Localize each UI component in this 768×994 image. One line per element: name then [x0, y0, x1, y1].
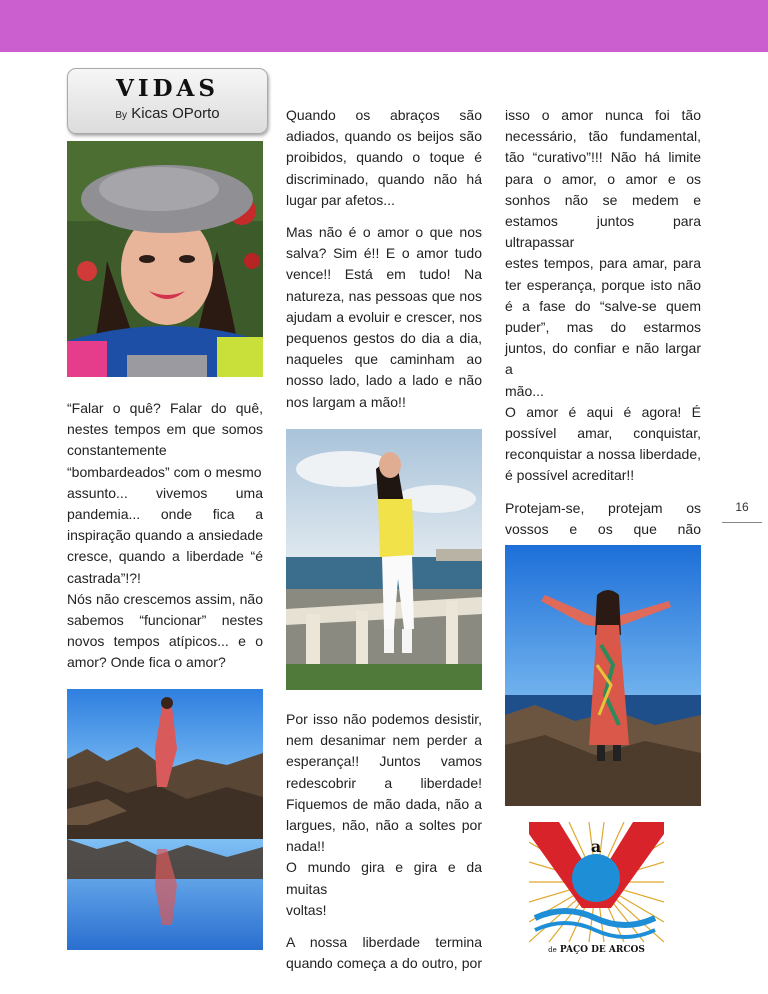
text-line: pandemia... onde fica a: [67, 506, 263, 523]
text-line: mão...: [505, 382, 544, 399]
text-line: nosso lado, lado a lado e não: [286, 372, 482, 389]
text-line: A nossa liberdade termina: [286, 934, 482, 951]
text-line: nestes tempos em que somos: [67, 421, 263, 438]
text-line: nada!!: [286, 838, 325, 855]
top-banner: [0, 0, 768, 52]
author-name: Kicas OPorto: [131, 105, 220, 122]
text-line: necessário, tão fundamental,: [505, 128, 701, 145]
logo-graphic: [529, 822, 664, 946]
text-line: redescobrir a liberdade!: [286, 774, 482, 791]
text-line: Fiquemos de mão dada, não a: [286, 795, 482, 812]
portrait-photo: [67, 141, 263, 377]
text-line: constantemente: [67, 442, 167, 459]
text-line: puder”, mas do estarmos: [505, 319, 701, 336]
text-line: “bombardeados” com o mesmo: [67, 463, 262, 480]
column-1-text: [67, 398, 263, 674]
section-title: VIDAS: [115, 75, 219, 102]
paco-de-arcos-logo: [529, 822, 664, 959]
text-line: isso o amor nunca foi tão: [505, 107, 701, 123]
text-line: O mundo gira e gira e da muitas: [286, 859, 482, 897]
text-line: vossos e os que não: [505, 520, 701, 537]
column-2-text-top: [286, 105, 482, 413]
text-line: Quando os abraços são: [286, 107, 482, 123]
logo-letter: a: [590, 837, 602, 856]
text-line: Mas não é o amor o que nos: [286, 224, 482, 241]
text-line: Nós não crescemos assim, não: [67, 590, 263, 607]
text-line: juntos, do confiar e não largar a: [505, 340, 701, 378]
text-line: discriminado, quando não há: [286, 170, 482, 187]
text-line: amor? Onde fica o amor?: [67, 654, 226, 671]
text-line: sabemos “funcionar” nestes: [67, 612, 263, 629]
text-line: esperança!! Juntos vamos: [286, 753, 482, 770]
logo-name: PAÇO DE ARCOS: [559, 945, 645, 955]
text-line: largues, não, não a soltes por: [286, 817, 482, 834]
text-line: vence!! Está em tudo! Na: [286, 266, 482, 283]
byline-by: By: [115, 110, 128, 121]
text-line: possível amar, conquistar,: [505, 425, 701, 442]
text-line: ter esperança, porque isto não: [505, 276, 701, 293]
text-line: Protejam-se, protejam os: [505, 499, 701, 516]
arms-open-photo: [505, 545, 701, 806]
text-line: assunto... vivemos uma: [67, 484, 263, 501]
text-line: castrada”!?!: [67, 569, 141, 586]
text-line: proibidos, quando o toque é: [286, 149, 482, 166]
text-line: estamos juntos para ultrapassar: [505, 213, 701, 251]
text-line: sonhos não se medem e: [505, 191, 701, 208]
text-line: nos largam a mão!!: [286, 393, 406, 410]
text-line: ajudam a evoluir e crescer, nos: [286, 308, 482, 325]
text-line: é a fase do “salve-se quem: [505, 297, 701, 314]
text-line: voltas!: [286, 901, 327, 918]
section-header: [67, 68, 268, 134]
text-line: é possível acreditar!!: [505, 467, 635, 484]
page-number: 16: [735, 500, 749, 514]
text-line: naqueles que caminham ao: [286, 351, 482, 368]
text-line: inspiração quando a ansiedade: [67, 527, 263, 544]
text-line: para o amor, o amor e os: [505, 170, 701, 187]
text-line: tão “curativo”!!! Não há limite: [505, 149, 701, 166]
text-line: “Falar o quê? Falar do quê,: [67, 400, 263, 416]
column-2-text-bottom: [286, 709, 482, 974]
logo-caption: [529, 945, 664, 955]
seaside-yellow-top-photo: [286, 429, 482, 690]
text-line: nem desanimar nem perder a: [286, 732, 482, 749]
rocks-reflection-photo: [67, 689, 263, 950]
text-line: cresce, quando a liberdade “é: [67, 548, 263, 565]
logo-prefix: de: [548, 946, 557, 954]
text-line: adiados, quando os beijos são: [286, 128, 482, 145]
text-line: salva? Sim é!! E o amor tudo: [286, 245, 482, 262]
page-number-rule: [722, 522, 762, 523]
column-3-text: [505, 105, 701, 582]
text-line: novos tempos atípicos... e o: [67, 633, 263, 650]
text-line: reconquistar a nossa liberdade,: [505, 446, 701, 463]
text-line: natureza, nas pessoas que nos: [286, 287, 482, 304]
text-line: pequenos gestos do dia a dia,: [286, 330, 482, 347]
text-line: Por isso não podemos desistir,: [286, 711, 482, 727]
text-line: lugar par afetos...: [286, 191, 395, 208]
text-line: quando começa a do outro, por: [286, 955, 482, 972]
text-line: O amor é aqui é agora! É: [505, 403, 701, 420]
byline: [68, 105, 267, 122]
text-line: estes tempos, para amar, para: [505, 255, 701, 272]
